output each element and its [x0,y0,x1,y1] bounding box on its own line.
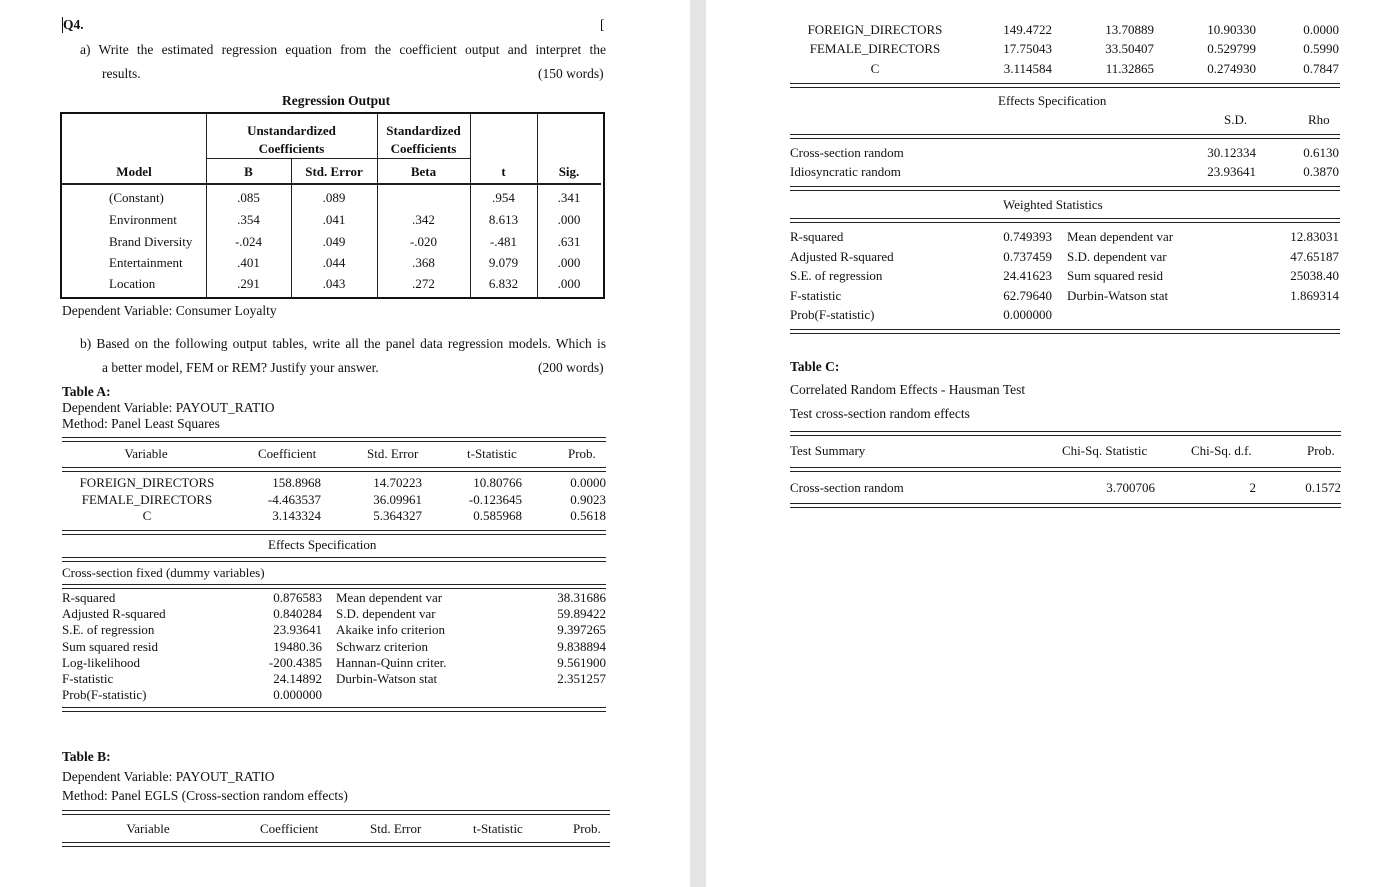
stat-value: 62.79640 [1003,288,1052,303]
std-coef-header-1: Standardized [386,123,461,138]
effects-sd: 30.12334 [1207,145,1256,160]
effects-rho: 0.3870 [1303,164,1339,179]
divider [62,584,606,589]
table-cell-std-error: 36.09961 [373,492,422,507]
table-cell-b: .085 [237,190,260,205]
stat-value: 25038.40 [1290,268,1339,283]
table-c-line1: Correlated Random Effects - Hausman Test [790,382,1026,397]
table-cell-se: .041 [322,212,346,227]
stat-label: S.E. of regression [790,268,883,283]
stat-value: 9.561900 [557,655,606,670]
table-a-dep-var: Dependent Variable: PAYOUT_RATIO [62,400,275,415]
part-b-line2: a better model, FEM or REM? Justify your answer. [102,360,379,375]
regression-footnote: Dependent Variable: Consumer Loyalty [62,303,277,318]
divider [62,437,606,442]
col-header-rho: Rho [1308,112,1330,127]
table-cell-t: 6.832 [488,276,519,291]
stat-value: 9.838894 [557,639,606,654]
table-cell-b: .291 [237,276,260,291]
stat-value: 0.749393 [1003,229,1052,244]
table-cell-std-error: 5.364327 [373,508,422,523]
col-header-variable: Variable [124,446,168,461]
stat-label: Log-likelihood [62,655,140,670]
table-cell-se: .089 [322,190,346,205]
col-header-test-summary: Test Summary [790,443,866,458]
table-row-variable: C [142,508,152,523]
col-header-chi-sq-statistic: Chi-Sq. Statistic [1062,443,1148,458]
table-cell-prob: 0.9023 [570,492,606,507]
effects-rho: 0.6130 [1303,145,1339,160]
stat-value: 2.351257 [557,671,606,686]
table-a-effects-line: Cross-section fixed (dummy variables) [62,565,265,580]
part-a-line2: results. [102,66,141,81]
hausman-row-label: Cross-section random [790,480,904,495]
page-gutter [690,0,706,887]
table-row-model: Location [109,276,156,291]
effects-row-label: Idiosyncratic random [790,164,901,179]
col-header-sd: S.D. [1224,112,1248,127]
table-cell-t: 9.079 [488,255,519,270]
col-header-model: Model [116,164,152,179]
table-cell-coefficient: 3.114584 [1003,61,1052,76]
divider [62,707,606,712]
col-header-std-error: Std. Error [305,164,363,179]
unstd-coef-header-1: Unstandardized [247,123,336,138]
table-cell-se: .049 [322,234,346,249]
table-cell-prob: 0.0000 [570,475,606,490]
divider [790,431,1341,436]
divider [790,134,1340,139]
stat-label: Sum squared resid [1067,268,1164,283]
stat-value: 23.93641 [273,622,322,637]
divider [790,218,1340,223]
table-row-variable: FOREIGN_DIRECTORS [79,475,215,490]
table-c-line2: Test cross-section random effects [790,406,970,421]
stat-value: 0.000000 [1003,307,1052,322]
stat-label: S.D. dependent var [1067,249,1167,264]
divider [790,467,1341,472]
stat-label: Durbin-Watson stat [336,671,438,686]
stat-value: 47.65187 [1290,249,1339,264]
divider [790,329,1340,334]
stat-value: 1.869314 [1290,288,1339,303]
table-cell-beta: .272 [412,276,435,291]
divider [62,842,610,847]
table-cell-sig: .631 [557,234,581,249]
page-left [0,0,690,887]
table-row-model: (Constant) [109,190,164,205]
stat-value: 0.000000 [273,687,322,702]
hausman-prob: 0.1572 [1305,480,1341,495]
table-b-label: Table B: [62,749,111,764]
stat-label: Akaike info criterion [336,622,446,637]
table-cell-std-error: 11.32865 [1105,61,1154,76]
table-row-model: Entertainment [109,255,183,270]
table-a-effects-title: Effects Specification [268,537,377,552]
stat-label: Prob(F-statistic) [62,687,147,702]
stat-value: 0.840284 [273,606,322,621]
stat-label: Hannan-Quinn criter. [336,655,447,670]
unstd-coef-header-2: Coefficients [258,141,325,156]
table-cell-prob: 0.7847 [1303,61,1339,76]
divider [62,530,606,535]
stat-label: Durbin-Watson stat [1067,288,1169,303]
divider [62,467,606,472]
col-header-variable: Variable [126,821,170,836]
stat-label: R-squared [62,590,116,605]
stat-label: Schwarz criterion [336,639,429,654]
table-cell-std-error: 14.70223 [373,475,422,490]
table-cell-std-error: 13.70889 [1105,22,1154,37]
table-row-variable: FEMALE_DIRECTORS [81,492,213,507]
table-cell-b: -.024 [234,234,263,249]
table-cell-sig: .000 [557,276,581,291]
divider [62,810,610,815]
stat-value: 19480.36 [273,639,322,654]
regression-output-title: Regression Output [282,93,391,108]
part-a-word-limit: (150 words) [538,66,604,81]
stat-label: S.D. dependent var [336,606,436,621]
table-cell-se: .043 [322,276,346,291]
part-b-line1: b) Based on the following output tables, write all the panel data regression models. Which is [80,336,606,351]
stat-label: R-squared [790,229,844,244]
table-cell-t-statistic: 0.274930 [1207,61,1256,76]
table-cell-prob: 0.0000 [1303,22,1339,37]
stat-value: 0.876583 [273,590,322,605]
col-header-t-statistic: t-Statistic [473,821,523,836]
col-header-std-error: Std. Error [367,446,419,461]
table-row-variable: FOREIGN_DIRECTORS [807,22,943,37]
stat-value: 9.397265 [557,622,606,637]
table-cell-sig: .000 [557,255,581,270]
table-cell-t: -.481 [489,234,518,249]
col-header-coefficient: Coefficient [260,821,319,836]
table-b-weighted-title: Weighted Statistics [1003,197,1103,212]
divider [62,557,606,562]
stat-value: -200.4385 [268,655,322,670]
std-coef-header-2: Coefficients [390,141,457,156]
table-cell-t-statistic: 0.585968 [473,508,522,523]
table-cell-coefficient: 149.4722 [1003,22,1052,37]
table-cell-t-statistic: -0.123645 [468,492,522,507]
table-row-variable: C [870,61,880,76]
col-header-prob: Prob. [1307,443,1335,458]
stat-label: Prob(F-statistic) [790,307,875,322]
table-cell-t: 8.613 [488,212,519,227]
effects-sd: 23.93641 [1207,164,1256,179]
divider [790,186,1340,191]
table-cell-coefficient: 17.75043 [1003,41,1052,56]
table-cell-beta: .368 [412,255,435,270]
question-bracket: [ [600,17,605,32]
divider [790,83,1340,88]
col-header-prob: Prob. [568,446,596,461]
col-header-t-statistic: t-Statistic [467,446,517,461]
table-cell-std-error: 33.50407 [1105,41,1154,56]
stat-label: Mean dependent var [336,590,443,605]
divider [790,503,1341,508]
hausman-df: 2 [1249,480,1256,495]
table-cell-prob: 0.5990 [1303,41,1339,56]
table-cell-coefficient: 3.143324 [272,508,321,523]
table-b-dep-var: Dependent Variable: PAYOUT_RATIO [62,769,275,784]
col-header-coefficient: Coefficient [258,446,317,461]
stat-value: 24.41623 [1003,268,1052,283]
stat-label: S.E. of regression [62,622,155,637]
table-a-label: Table A: [62,384,111,399]
table-cell-t-statistic: 10.90330 [1207,22,1256,37]
table-cell-prob: 0.5618 [570,508,606,523]
col-header-sig: Sig. [558,164,580,179]
table-row-model: Brand Diversity [109,234,193,249]
stat-value: 59.89422 [557,606,606,621]
part-a-line1: a) Write the estimated regression equation from the coefficient output and interpret the [80,42,606,57]
table-cell-b: .354 [237,212,260,227]
stat-label: Adjusted R-squared [62,606,166,621]
question-number: Q4. [63,17,84,32]
col-header-prob: Prob. [573,821,601,836]
stat-label: F-statistic [62,671,114,686]
stat-value: 0.737459 [1003,249,1052,264]
table-cell-coefficient: 158.8968 [272,475,321,490]
stat-value: 38.31686 [557,590,606,605]
table-cell-t-statistic: 10.80766 [473,475,522,490]
table-cell-beta: -.020 [409,234,438,249]
table-cell-se: .044 [322,255,346,270]
table-c-label: Table C: [790,359,840,374]
table-row-variable: FEMALE_DIRECTORS [809,41,941,56]
effects-row-label: Cross-section random [790,145,904,160]
part-b-word-limit: (200 words) [538,360,604,375]
stat-value: 12.83031 [1290,229,1339,244]
table-b-effects-title: Effects Specification [998,93,1107,108]
stat-label: F-statistic [790,288,842,303]
page-right [706,0,1399,887]
stat-label: Mean dependent var [1067,229,1174,244]
col-header-b: B [244,164,253,179]
table-cell-coefficient: -4.463537 [267,492,321,507]
stat-label: Adjusted R-squared [790,249,894,264]
table-a-method: Method: Panel Least Squares [62,416,220,431]
col-header-beta: Beta [410,164,437,179]
table-cell-beta: .342 [412,212,435,227]
stat-label: Sum squared resid [62,639,159,654]
hausman-chi-sq: 3.700706 [1106,480,1155,495]
table-cell-sig: .000 [557,212,581,227]
table-row-model: Environment [109,212,177,227]
table-b-method: Method: Panel EGLS (Cross-section random effects) [62,788,348,803]
col-header-t: t [501,164,506,179]
table-cell-t-statistic: 0.529799 [1207,41,1256,56]
col-header-chi-sq-df: Chi-Sq. d.f. [1191,443,1252,458]
table-cell-b: .401 [237,255,260,270]
col-header-std-error: Std. Error [370,821,422,836]
stat-value: 24.14892 [273,671,322,686]
table-cell-t: .954 [492,190,515,205]
table-cell-sig: .341 [557,190,581,205]
